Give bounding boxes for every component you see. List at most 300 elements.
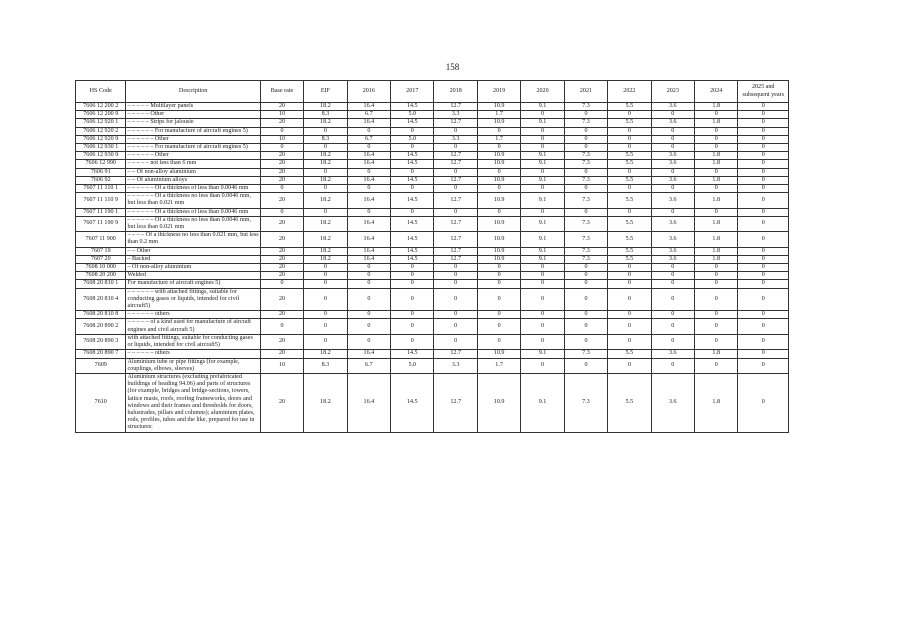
rate-cell: 0 (304, 127, 347, 135)
column-header: EIF (304, 81, 347, 103)
rate-cell: 0 (391, 334, 434, 349)
rate-cell: 0 (608, 358, 651, 373)
table-row (76, 288, 789, 311)
rate-cell: 3.6 (651, 160, 694, 168)
rate-cell: 0 (347, 185, 390, 193)
rate-cell: 12.7 (434, 247, 477, 255)
rate-cell: 0 (695, 127, 738, 135)
description-cell: – – – – Of a thickness no less than 0.021 mm, but less than 0.2 mm (127, 232, 259, 246)
rate-cell: 0 (564, 264, 607, 272)
tariff-table (75, 80, 789, 433)
column-header: 2018 (434, 81, 477, 103)
rate-cell: 0 (260, 208, 303, 216)
rate-cell: 0 (738, 144, 789, 152)
rate-cell: 0 (434, 272, 477, 280)
table-row (76, 280, 789, 288)
rate-cell: 0 (434, 168, 477, 176)
rate-cell: 0 (260, 127, 303, 135)
rate-cell: 7.3 (564, 350, 607, 358)
column-header: HS Code (76, 81, 126, 103)
rate-cell: 0 (391, 185, 434, 193)
rate-cell: 0 (738, 358, 789, 373)
rate-cell: 0 (695, 208, 738, 216)
rate-cell: 0 (391, 288, 434, 311)
table-row (76, 152, 789, 160)
rate-cell: 0 (738, 350, 789, 358)
rate-cell: 0 (347, 127, 390, 135)
rate-cell: 0 (564, 127, 607, 135)
description-cell: – – Other (126, 247, 260, 255)
rate-cell: 10 (260, 358, 303, 373)
rate-cell: 0 (347, 272, 390, 280)
description-cell: – – – – – – others (126, 311, 260, 319)
rate-cell: 9.1 (521, 216, 564, 231)
rate-cell: 0 (521, 311, 564, 319)
rate-cell: 9.1 (521, 247, 564, 255)
rate-cell: 0 (434, 208, 477, 216)
rate-cell: 0 (695, 358, 738, 373)
description-cell: – – – – – of a kind used for manufacture of aircraft engines and civil aircraft 5) (126, 319, 260, 334)
rate-cell: 1.8 (695, 247, 738, 255)
description-cell: Welded (126, 272, 260, 280)
rate-cell: 12.7 (434, 216, 477, 231)
rate-cell: 10.9 (477, 103, 520, 111)
rate-cell: 6.7 (347, 111, 390, 119)
rate-cell: 20 (260, 350, 303, 358)
rate-cell: 0 (304, 144, 347, 152)
rate-cell: 0 (434, 311, 477, 319)
rate-cell: 18.2 (304, 176, 347, 184)
table-row (76, 255, 789, 263)
rate-cell: 0 (608, 135, 651, 143)
rate-cell: 7.3 (564, 103, 607, 111)
rate-cell: 10.9 (477, 152, 520, 160)
rate-cell: 3.6 (651, 232, 694, 247)
hs-code-cell: 7606 12 920 2 (76, 127, 126, 135)
rate-cell: 0 (304, 319, 347, 334)
rate-cell: 20 (260, 168, 303, 176)
rate-cell: 0 (695, 319, 738, 334)
description-cell: – – – – – Multilayer panels (126, 103, 260, 111)
description-cell: – – – – – – Other (126, 135, 260, 143)
rate-cell: 0 (608, 111, 651, 119)
rate-cell: 10 (260, 135, 303, 143)
rate-cell: 0 (695, 334, 738, 349)
column-header: Description (126, 81, 260, 103)
rate-cell: 1.8 (695, 119, 738, 127)
rate-cell: 0 (347, 288, 390, 311)
rate-cell: 7.3 (564, 119, 607, 127)
rate-cell: 0 (521, 319, 564, 334)
rate-cell: 14.5 (391, 216, 434, 231)
rate-cell: 1.8 (695, 255, 738, 263)
column-header: 2020 (521, 81, 564, 103)
rate-cell: 0 (477, 185, 520, 193)
description-cell: Aluminium tube or pipe fittings (for example, couplings, elbows, sleeves) (126, 358, 260, 373)
rate-cell: 0 (260, 319, 303, 334)
description-cell: – – – – – – Of a thickness of less than 0.0046 mm (126, 185, 260, 193)
rate-cell: 14.5 (391, 373, 434, 432)
rate-cell: 5.5 (608, 152, 651, 160)
rate-cell: 9.1 (521, 160, 564, 168)
rate-cell: 10.9 (477, 247, 520, 255)
description-cell: – – – – – – others (126, 350, 260, 358)
rate-cell: 0 (564, 168, 607, 176)
rate-cell: 18.2 (304, 103, 347, 111)
column-header: 2023 (651, 81, 694, 103)
rate-cell: 16.4 (347, 103, 390, 111)
description-cell: – – – – – – Of a thickness no less than 0.0046 mm, but less than 0.021 mm (126, 193, 260, 208)
table-body (76, 103, 789, 433)
rate-cell: 20 (260, 232, 303, 247)
rate-cell: 3.6 (651, 193, 694, 208)
description-cell: – – – – – Strips for jalousie (126, 119, 260, 127)
rate-cell: 0 (304, 311, 347, 319)
rate-cell: 0 (521, 334, 564, 349)
rate-cell: 0 (651, 208, 694, 216)
rate-cell: 0 (391, 264, 434, 272)
rate-cell: 0 (608, 288, 651, 311)
rate-cell: 1.8 (695, 350, 738, 358)
rate-cell: 1.7 (477, 135, 520, 143)
rate-cell: 0 (608, 208, 651, 216)
rate-cell: 1.8 (695, 152, 738, 160)
rate-cell: 0 (521, 168, 564, 176)
rate-cell: 20 (260, 264, 303, 272)
rate-cell: 7.3 (564, 216, 607, 231)
rate-cell: 16.4 (347, 255, 390, 263)
rate-cell: 0 (304, 280, 347, 288)
rate-cell: 16.4 (347, 373, 390, 432)
description-cell: Aluminium structures (excluding prefabricated buildings of heading 94.06) and parts of structures (for example, bridges and bridge-sections, towers, lattice masts, roofs, roofing frameworks, doors and windows and their frames and thresholds for doors, balustrades, pillars and columns); aluminium plates, rods, profiles, tubes and the like, prepared for use in structures: (126, 373, 260, 432)
rate-cell: 20 (260, 334, 303, 349)
rate-cell: 0 (738, 208, 789, 216)
rate-cell: 0 (391, 311, 434, 319)
rate-cell: 0 (695, 168, 738, 176)
rate-cell: 0 (738, 160, 789, 168)
rate-cell: 9.1 (521, 255, 564, 263)
rate-cell: 14.5 (391, 350, 434, 358)
rate-cell: 0 (304, 168, 347, 176)
rate-cell: 0 (477, 319, 520, 334)
hs-code-cell: 7608 20 810 1 (76, 280, 126, 288)
rate-cell: 0 (477, 272, 520, 280)
rate-cell: 7.3 (564, 160, 607, 168)
table-row (76, 119, 789, 127)
rate-cell: 0 (608, 185, 651, 193)
rate-cell: 0 (738, 119, 789, 127)
rate-cell: 0 (434, 288, 477, 311)
hs-code-cell: 7607 11 900 (76, 232, 126, 247)
rate-cell: 20 (260, 272, 303, 280)
rate-cell: 0 (695, 185, 738, 193)
header-row (76, 81, 789, 103)
rate-cell: 14.5 (391, 232, 434, 247)
rate-cell: 5.0 (391, 111, 434, 119)
rate-cell: 12.7 (434, 193, 477, 208)
rate-cell: 20 (260, 160, 303, 168)
rate-cell: 12.7 (434, 160, 477, 168)
rate-cell: 7.3 (564, 232, 607, 247)
rate-cell: 20 (260, 216, 303, 231)
table-row (76, 319, 789, 334)
rate-cell: 14.5 (391, 160, 434, 168)
rate-cell: 0 (391, 280, 434, 288)
description-cell: – Of non-alloy aluminium (126, 264, 260, 272)
rate-cell: 12.7 (434, 232, 477, 247)
rate-cell: 5.5 (608, 350, 651, 358)
rate-cell: 0 (695, 272, 738, 280)
rate-cell: 0 (608, 272, 651, 280)
rate-cell: 0 (695, 264, 738, 272)
rate-cell: 5.5 (608, 176, 651, 184)
rate-cell: 18.2 (304, 160, 347, 168)
table-row (76, 208, 789, 216)
rate-cell: 3.6 (651, 152, 694, 160)
hs-code-cell: 7606 12 930 1 (76, 144, 126, 152)
rate-cell: 16.4 (347, 160, 390, 168)
rate-cell: 1.8 (695, 193, 738, 208)
rate-cell: 10.9 (477, 193, 520, 208)
rate-cell: 8.3 (304, 135, 347, 143)
rate-cell: 0 (391, 168, 434, 176)
rate-cell: 20 (260, 311, 303, 319)
description-cell: – – – – – – For manufacture of aircraft engines 5) (126, 144, 260, 152)
description-cell: – – Of non-alloy aluminium (126, 168, 260, 176)
rate-cell: 3.6 (651, 103, 694, 111)
rate-cell: 10.9 (477, 373, 520, 432)
rate-cell: 0 (391, 208, 434, 216)
hs-code-cell: 7608 20 890 2 (76, 319, 126, 334)
rate-cell: 0 (347, 208, 390, 216)
rate-cell: 20 (260, 176, 303, 184)
rate-cell: 18.2 (304, 373, 347, 432)
rate-cell: 14.5 (391, 119, 434, 127)
column-header: 2017 (391, 81, 434, 103)
description-cell: – – – – – – Other (126, 152, 260, 160)
rate-cell: 0 (651, 319, 694, 334)
rate-cell: 10.9 (477, 119, 520, 127)
rate-cell: 20 (260, 119, 303, 127)
rate-cell: 18.2 (304, 152, 347, 160)
table-row (76, 111, 789, 119)
description-cell: – – – – – – Of a thickness of less than 0.0046 mm (126, 208, 260, 216)
rate-cell: 0 (477, 127, 520, 135)
rate-cell: 0 (260, 280, 303, 288)
rate-cell: 18.2 (304, 350, 347, 358)
rate-cell: 20 (260, 247, 303, 255)
rate-cell: 1.7 (477, 358, 520, 373)
rate-cell: 0 (434, 264, 477, 272)
rate-cell: 20 (260, 193, 303, 208)
rate-cell: 1.8 (695, 176, 738, 184)
rate-cell: 0 (608, 127, 651, 135)
rate-cell: 0 (564, 208, 607, 216)
rate-cell: 0 (521, 264, 564, 272)
hs-code-cell: 7608 20 810 8 (76, 311, 126, 319)
rate-cell: 0 (521, 111, 564, 119)
table-row (76, 247, 789, 255)
description-cell: with attached fittings, suitable for conducting gases or liquids, intended for civil aircraft5) (126, 334, 260, 349)
rate-cell: 5.5 (608, 255, 651, 263)
rate-cell: 0 (738, 185, 789, 193)
rate-cell: 10.9 (477, 216, 520, 231)
rate-cell: 0 (260, 185, 303, 193)
rate-cell: 14.5 (391, 176, 434, 184)
rate-cell: 0 (738, 311, 789, 319)
rate-cell: 1.7 (477, 111, 520, 119)
rate-cell: 0 (434, 319, 477, 334)
table-row (76, 264, 789, 272)
rate-cell: 3.3 (434, 111, 477, 119)
rate-cell: 0 (477, 334, 520, 349)
rate-cell: 1.8 (695, 373, 738, 432)
rate-cell: 6.7 (347, 135, 390, 143)
rate-cell: 0 (651, 135, 694, 143)
rate-cell: 0 (391, 127, 434, 135)
hs-code-cell: 7607 20 (76, 255, 126, 263)
rate-cell: 0 (738, 111, 789, 119)
table-row (76, 103, 789, 111)
rate-cell: 20 (260, 373, 303, 432)
rate-cell: 10.9 (477, 160, 520, 168)
rate-cell: 0 (347, 319, 390, 334)
rate-cell: 7.3 (564, 373, 607, 432)
rate-cell: 16.4 (347, 350, 390, 358)
rate-cell: 0 (347, 311, 390, 319)
description-cell: – – Of aluminium alloys (126, 176, 260, 184)
table-row (76, 272, 789, 280)
rate-cell: 0 (434, 127, 477, 135)
rate-cell: 5.5 (608, 103, 651, 111)
column-header: 2016 (347, 81, 390, 103)
rate-cell: 7.3 (564, 152, 607, 160)
description-cell: – – – – – Other (126, 111, 260, 119)
table-row (76, 127, 789, 135)
rate-cell: 0 (651, 272, 694, 280)
rate-cell: 0 (564, 272, 607, 280)
rate-cell: 5.5 (608, 193, 651, 208)
rate-cell: 14.5 (391, 152, 434, 160)
table-row (76, 358, 789, 373)
hs-code-cell: 7608 20 810 4 (76, 288, 126, 311)
rate-cell: 12.7 (434, 152, 477, 160)
rate-cell: 9.1 (521, 176, 564, 184)
description-cell: – Backed (126, 255, 260, 263)
rate-cell: 18.2 (304, 119, 347, 127)
rate-cell: 0 (738, 280, 789, 288)
rate-cell: 0 (651, 111, 694, 119)
rate-cell: 0 (564, 334, 607, 349)
rate-cell: 18.2 (304, 193, 347, 208)
rate-cell: 0 (695, 288, 738, 311)
hs-code-cell: 7607 19 (76, 247, 126, 255)
description-cell: – – – – – – Of a thickness no less than 0.0046 mm, but less than 0.021 mm (126, 216, 260, 231)
table-row (76, 350, 789, 358)
rate-cell: 0 (564, 144, 607, 152)
hs-code-cell: 7607 11 190 1 (76, 208, 126, 216)
rate-cell: 0 (695, 311, 738, 319)
column-header: 2024 (695, 81, 738, 103)
hs-code-cell: 7608 20 890 3 (76, 334, 126, 349)
rate-cell: 7.3 (564, 255, 607, 263)
table-row (76, 311, 789, 319)
rate-cell: 0 (304, 334, 347, 349)
page-number: 158 (445, 62, 460, 72)
rate-cell: 0 (391, 272, 434, 280)
rate-cell: 0 (564, 280, 607, 288)
rate-cell: 0 (651, 288, 694, 311)
rate-cell: 9.1 (521, 152, 564, 160)
rate-cell: 3.6 (651, 119, 694, 127)
table-row (76, 144, 789, 152)
rate-cell: 0 (738, 247, 789, 255)
rate-cell: 12.7 (434, 103, 477, 111)
rate-cell: 0 (738, 373, 789, 432)
rate-cell: 16.4 (347, 176, 390, 184)
rate-cell: 0 (651, 280, 694, 288)
table-row (76, 216, 789, 231)
rate-cell: 10.9 (477, 232, 520, 247)
rate-cell: 5.5 (608, 160, 651, 168)
rate-cell: 0 (434, 144, 477, 152)
rate-cell: 0 (521, 288, 564, 311)
rate-cell: 12.7 (434, 373, 477, 432)
table-row (76, 176, 789, 184)
rate-cell: 0 (391, 319, 434, 334)
rate-cell: 0 (695, 111, 738, 119)
rate-cell: 0 (521, 208, 564, 216)
hs-code-cell: 7607 11 110 9 (76, 193, 126, 208)
rate-cell: 5.5 (608, 119, 651, 127)
rate-cell: 16.4 (347, 232, 390, 247)
rate-cell: 0 (521, 272, 564, 280)
rate-cell: 0 (304, 208, 347, 216)
hs-code-cell: 7610 (76, 373, 126, 432)
rate-cell: 0 (738, 135, 789, 143)
rate-cell: 0 (651, 358, 694, 373)
rate-cell: 10 (260, 111, 303, 119)
rate-cell: 20 (260, 288, 303, 311)
rate-cell: 0 (695, 280, 738, 288)
rate-cell: 16.4 (347, 247, 390, 255)
rate-cell: 0 (564, 288, 607, 311)
rate-cell: 3.6 (651, 176, 694, 184)
table-row (76, 232, 789, 247)
rate-cell: 3.3 (434, 358, 477, 373)
rate-cell: 0 (347, 144, 390, 152)
rate-cell: 9.1 (521, 103, 564, 111)
rate-cell: 20 (260, 103, 303, 111)
rate-cell: 0 (521, 144, 564, 152)
rate-cell: 5.5 (608, 232, 651, 247)
rate-cell: 5.5 (608, 216, 651, 231)
rate-cell: 0 (564, 135, 607, 143)
description-cell: – – – – – – For manufacture of aircraft engines 5) (126, 127, 260, 135)
rate-cell: 9.1 (521, 373, 564, 432)
rate-cell: 20 (260, 152, 303, 160)
rate-cell: 0 (304, 272, 347, 280)
rate-cell: 0 (608, 168, 651, 176)
rate-cell: 16.4 (347, 193, 390, 208)
hs-code-cell: 7606 12 920 1 (76, 119, 126, 127)
rate-cell: 1.8 (695, 232, 738, 247)
rate-cell: 16.4 (347, 119, 390, 127)
rate-cell: 0 (434, 334, 477, 349)
rate-cell: 7.3 (564, 176, 607, 184)
table-row (76, 334, 789, 349)
rate-cell: 0 (608, 319, 651, 334)
